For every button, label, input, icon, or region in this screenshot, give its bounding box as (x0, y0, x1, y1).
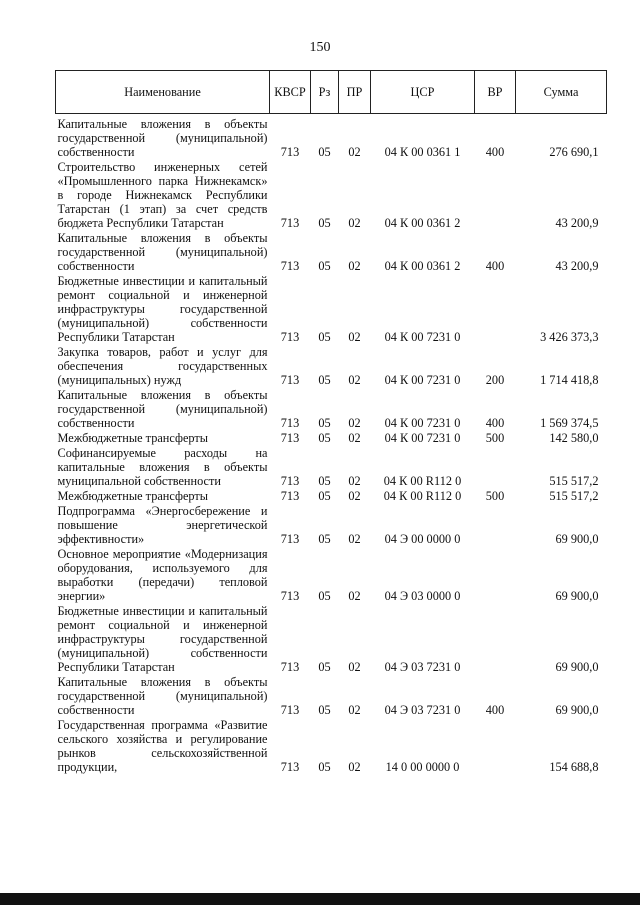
row-rz: 05 (318, 474, 331, 488)
header-vr: ВР (475, 71, 516, 114)
header-csr: ЦСР (371, 71, 475, 114)
row-pr: 02 (348, 330, 361, 344)
table-row (56, 114, 607, 161)
table-row (56, 274, 607, 345)
row-pr: 02 (348, 660, 361, 674)
row-vr: 500 (485, 431, 505, 445)
row-vr (475, 446, 516, 489)
row-sum: 276 690,1 (549, 145, 599, 159)
row-kvsr: 713 (280, 259, 300, 273)
row-csr: 04 К 00 0361 2 (384, 259, 461, 273)
row-vr (475, 718, 516, 775)
row-vr: 500 (485, 489, 505, 503)
budget-table (55, 70, 607, 775)
row-pr: 02 (348, 589, 361, 603)
scan-bottom-edge (0, 893, 640, 905)
header-sum: Сумма (516, 71, 607, 114)
row-name: Строительство инженерных сетей «Промышленного парка Нижнекамск» в городе Нижнекамск Республики Татарстан (1 этап) за счет средств бюджета Республики Татарстан (57, 160, 268, 230)
row-rz: 05 (318, 532, 331, 546)
row-csr: 04 Э 03 7231 0 (384, 660, 461, 674)
table-row (56, 547, 607, 604)
row-vr: 400 (485, 416, 505, 430)
row-pr: 02 (348, 760, 361, 774)
row-rz: 05 (318, 703, 331, 717)
header-name: Наименование (56, 71, 270, 114)
row-sum: 69 900,0 (555, 532, 599, 546)
row-vr (475, 160, 516, 231)
row-pr: 02 (348, 431, 361, 445)
row-sum: 69 900,0 (555, 589, 599, 603)
row-pr: 02 (348, 373, 361, 387)
row-csr: 14 0 00 0000 0 (385, 760, 460, 774)
row-sum: 3 426 373,3 (540, 330, 599, 344)
row-vr: 400 (485, 703, 505, 717)
row-pr: 02 (348, 532, 361, 546)
table-row (56, 489, 607, 504)
row-sum: 515 517,2 (549, 474, 599, 488)
row-name: Межбюджетные трансферты (57, 489, 209, 503)
row-sum: 43 200,9 (555, 216, 599, 230)
row-name: Основное мероприятие «Модернизация оборудования, используемого для выработки (передачи) тепловой энергии» (57, 547, 268, 603)
row-rz: 05 (318, 373, 331, 387)
row-rz: 05 (318, 330, 331, 344)
row-sum: 69 900,0 (555, 660, 599, 674)
row-name: Подпрограмма «Энергосбережение и повышение энергетической эффективности» (57, 504, 268, 546)
row-kvsr: 713 (280, 532, 300, 546)
table-header-row (56, 71, 607, 114)
row-pr: 02 (348, 259, 361, 273)
row-vr (475, 274, 516, 345)
header-kvsr: КВСР (270, 71, 311, 114)
row-csr: 04 К 00 7231 0 (384, 431, 461, 445)
row-kvsr: 713 (280, 660, 300, 674)
table-row (56, 160, 607, 231)
row-kvsr: 713 (280, 489, 300, 503)
row-rz: 05 (318, 416, 331, 430)
row-rz: 05 (318, 660, 331, 674)
row-csr: 04 К 00 7231 0 (384, 416, 461, 430)
row-name: Бюджетные инвестиции и капитальный ремонт социальной и инженерной инфраструктуры государственной (муниципальной) собственности Республики Татарстан (57, 274, 268, 344)
table-row (56, 718, 607, 775)
row-vr: 400 (485, 145, 505, 159)
row-name: Бюджетные инвестиции и капитальный ремонт социальной и инженерной инфраструктуры государственной (муниципальной) собственности Республики Татарстан (57, 604, 268, 674)
row-pr: 02 (348, 703, 361, 717)
row-sum: 154 688,8 (549, 760, 599, 774)
row-csr: 04 Э 00 0000 0 (384, 532, 461, 546)
row-rz: 05 (318, 216, 331, 230)
row-pr: 02 (348, 145, 361, 159)
row-kvsr: 713 (280, 416, 300, 430)
row-vr (475, 604, 516, 675)
row-name: Закупка товаров, работ и услуг для обеспечения государственных (муниципальных) нужд (57, 345, 268, 387)
row-csr: 04 Э 03 7231 0 (384, 703, 461, 717)
row-sum: 1 569 374,5 (540, 416, 599, 430)
page-number: 150 (309, 40, 331, 55)
table-row (56, 675, 607, 718)
row-csr: 04 К 00 R112 0 (383, 489, 462, 503)
row-rz: 05 (318, 259, 331, 273)
header-rz: Рз (311, 71, 339, 114)
row-vr (475, 504, 516, 547)
row-pr: 02 (348, 489, 361, 503)
row-csr: 04 К 00 7231 0 (384, 330, 461, 344)
row-rz: 05 (318, 489, 331, 503)
row-csr: 04 К 00 7231 0 (384, 373, 461, 387)
row-name: Межбюджетные трансферты (57, 431, 209, 445)
row-sum: 515 517,2 (549, 489, 599, 503)
row-name: Софинансируемые расходы на капитальные вложения в объекты муниципальной собственности (57, 446, 268, 488)
row-pr: 02 (348, 416, 361, 430)
table-row (56, 604, 607, 675)
row-csr: 04 К 00 0361 2 (384, 216, 461, 230)
row-sum: 69 900,0 (555, 703, 599, 717)
table-row (56, 504, 607, 547)
row-sum: 142 580,0 (549, 431, 599, 445)
header-pr: ПР (339, 71, 371, 114)
row-kvsr: 713 (280, 703, 300, 717)
row-name: Государственная программа «Развитие сельского хозяйства и регулирование рынков сельскохозяйственной продукции, (57, 718, 268, 774)
row-name: Капитальные вложения в объекты государственной (муниципальной) собственности (57, 388, 268, 430)
row-name: Капитальные вложения в объекты государственной (муниципальной) собственности (57, 675, 268, 717)
row-name: Капитальные вложения в объекты государственной (муниципальной) собственности (57, 231, 268, 273)
row-csr: 04 К 00 0361 1 (384, 145, 461, 159)
row-sum: 43 200,9 (555, 259, 599, 273)
row-vr (475, 547, 516, 604)
row-kvsr: 713 (280, 760, 300, 774)
row-rz: 05 (318, 589, 331, 603)
table-row (56, 345, 607, 388)
row-kvsr: 713 (280, 589, 300, 603)
row-sum: 1 714 418,8 (540, 373, 599, 387)
table-row (56, 231, 607, 274)
row-kvsr: 713 (280, 145, 300, 159)
row-kvsr: 713 (280, 330, 300, 344)
row-vr: 400 (485, 259, 505, 273)
row-rz: 05 (318, 431, 331, 445)
row-name: Капитальные вложения в объекты государственной (муниципальной) собственности (57, 117, 268, 159)
row-kvsr: 713 (280, 216, 300, 230)
table-row (56, 446, 607, 489)
row-rz: 05 (318, 145, 331, 159)
row-csr: 04 К 00 R112 0 (383, 474, 462, 488)
row-kvsr: 713 (280, 431, 300, 445)
row-vr: 200 (485, 373, 505, 387)
table-row (56, 431, 607, 446)
table-row (56, 388, 607, 431)
row-rz: 05 (318, 760, 331, 774)
row-pr: 02 (348, 216, 361, 230)
row-csr: 04 Э 03 0000 0 (384, 589, 461, 603)
row-kvsr: 713 (280, 474, 300, 488)
row-kvsr: 713 (280, 373, 300, 387)
row-pr: 02 (348, 474, 361, 488)
